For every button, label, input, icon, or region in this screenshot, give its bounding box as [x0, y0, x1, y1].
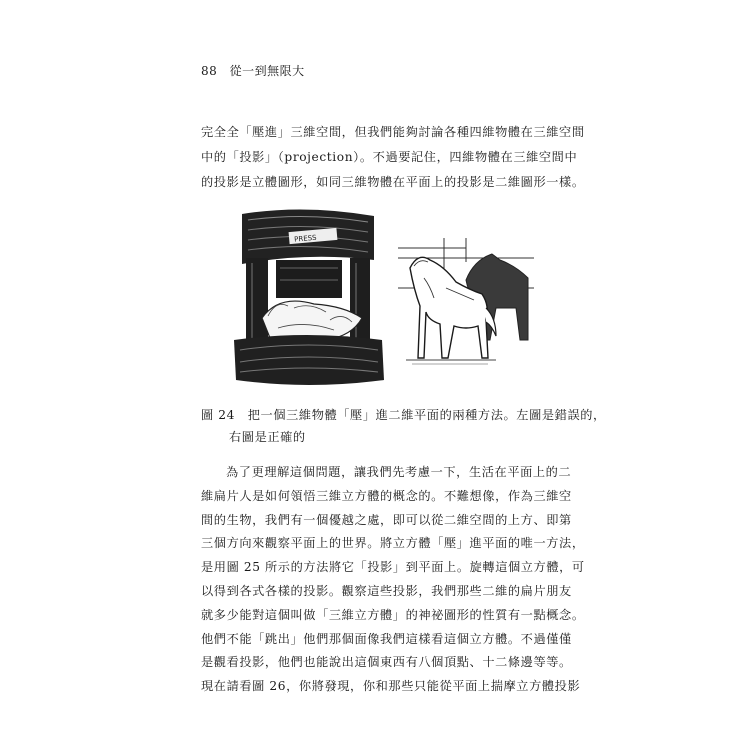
paragraph-line: 完全全「壓進」三維空間，但我們能夠討論各種四維物體在三維空間	[201, 125, 585, 139]
paragraph-line: 的投影是立體圖形，如同三維物體在平面上的投影是二維圖形一樣。	[201, 175, 585, 189]
press-label: PRESS	[293, 233, 317, 244]
paragraph-line: 他們不能「跳出」他們那個面像我們這樣看這個立方體。不過僅僅	[201, 631, 572, 646]
page-header	[201, 62, 305, 79]
paragraph-line: 就多少能對這個叫做「三維立方體」的神祕圖形的性質有一點概念。	[201, 607, 585, 622]
paragraph-line: 間的生物，我們有一個優越之處，即可以從二維空間的上方、即第	[201, 512, 572, 527]
paragraph-line: 維扁片人是如何領悟三維立方體的概念的。不難想像，作為三維空	[201, 488, 572, 503]
caption-line: 圖 24 把一個三維物體「壓」進二維平面的兩種方法。左圖是錯誤的，	[201, 408, 606, 422]
figure-24	[234, 208, 534, 388]
figure-caption	[201, 404, 606, 448]
running-title: 從一到無限大	[229, 64, 305, 78]
paragraph-2	[201, 461, 585, 699]
projection-illustration	[398, 238, 534, 364]
paragraph-line: 是用圖 25 所示的方法將它「投影」到平面上。旋轉這個立方體，可	[201, 560, 585, 575]
paragraph-1	[201, 120, 585, 195]
paragraph-line: 三個方向來觀察平面上的世界。將立方體「壓」進平面的唯一方法，	[201, 536, 585, 551]
caption-line: 右圖是正確的	[229, 430, 306, 444]
page-number: 88	[201, 64, 218, 78]
press-illustration	[234, 209, 384, 385]
paragraph-line: 是觀看投影，他們也能說出這個東西有八個頂點、十二條邊等等。	[201, 655, 572, 670]
figure-illustration	[234, 208, 534, 388]
paragraph-line: 為了更理解這個問題，讓我們先考慮一下，生活在平面上的二	[226, 465, 572, 479]
paragraph-line: 現在請看圖 26，你將發現，你和那些只能從平面上揣摩立方體投影	[201, 679, 581, 694]
paragraph-line: 中的「投影」（projection）。不過要記住，四維物體在三維空間中	[201, 150, 578, 164]
paragraph-line: 以得到各式各樣的投影。觀察這些投影，我們那些二維的扁片朋友	[201, 583, 572, 598]
